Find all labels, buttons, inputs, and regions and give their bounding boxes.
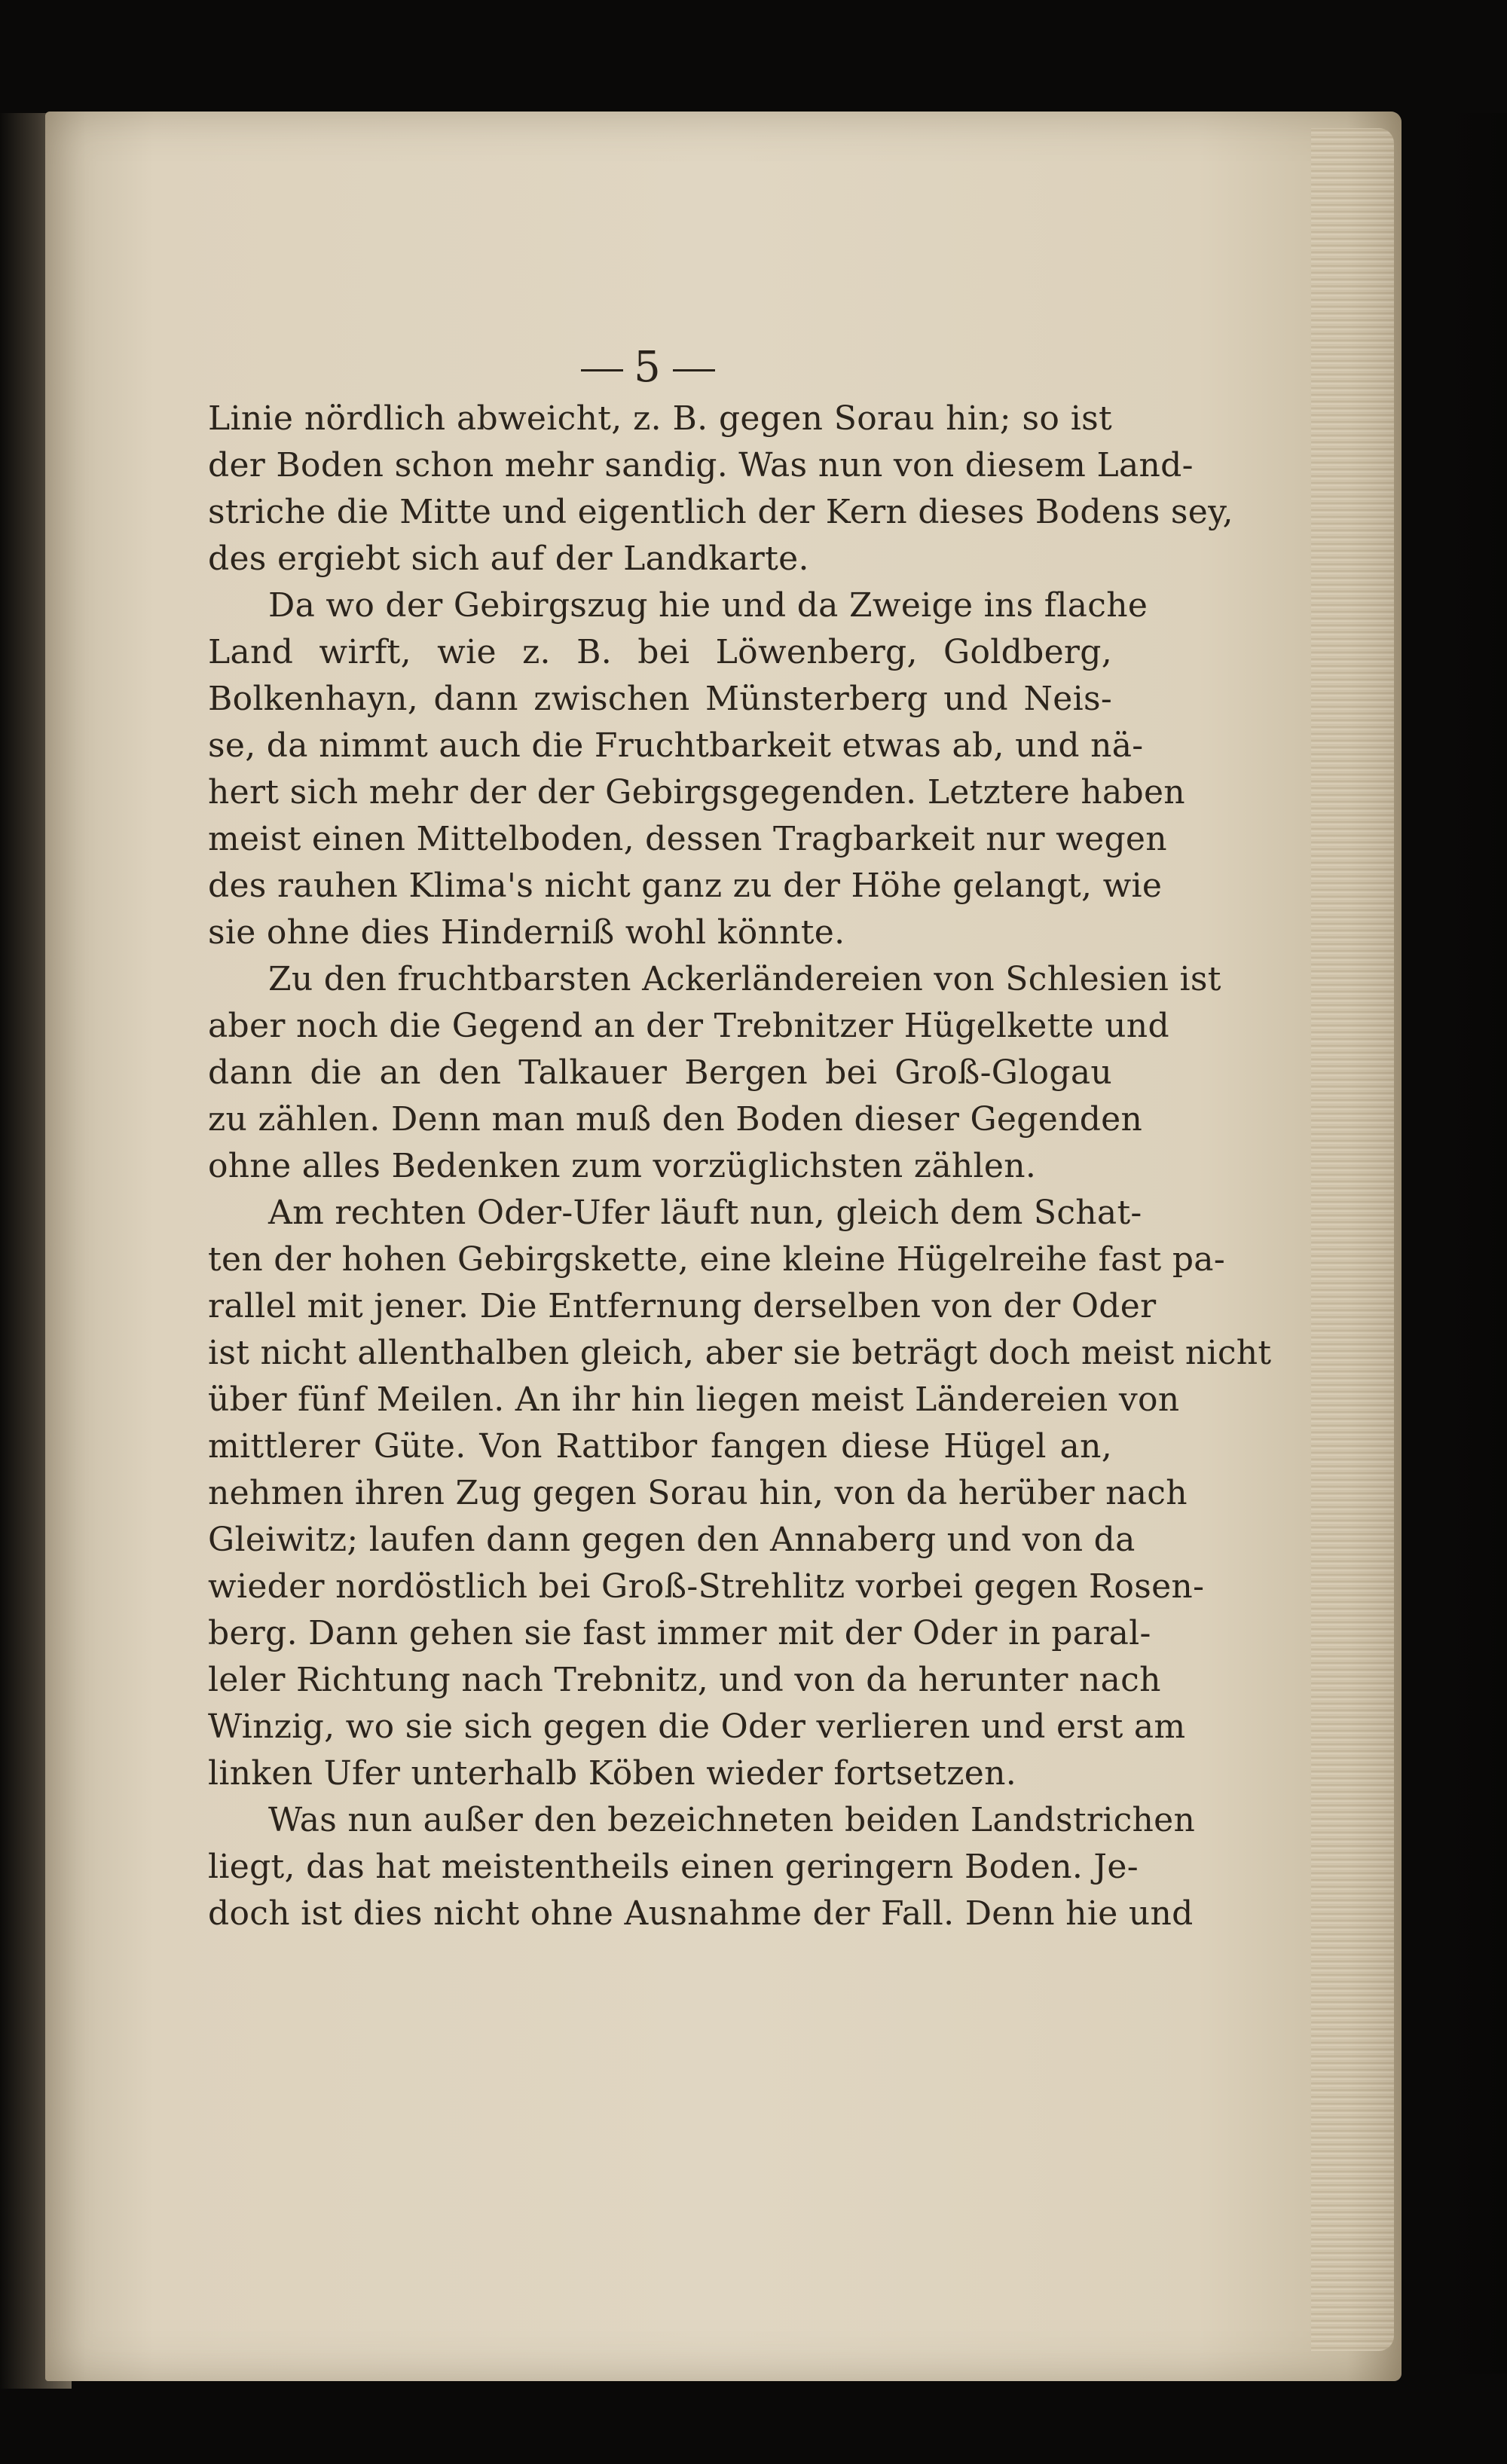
text-line: Linie nördlich abweicht, z. B. gegen Sorau hin; so ist — [208, 399, 1112, 438]
text-line: mittlerer Güte. Von Rattibor fangen diese Hügel an, — [208, 1427, 1112, 1466]
header-dash-right — [673, 369, 715, 371]
text-line: sie ohne dies Hinderniß wohl könnte. — [208, 913, 845, 952]
text-line: des ergiebt sich auf der Landkarte. — [208, 540, 809, 578]
text-line: zu zählen. Denn man muß den Boden dieser Gegenden — [208, 1100, 1143, 1139]
text-line: Was nun außer den bezeichneten beiden Landstrichen — [268, 1801, 1196, 1839]
text-line: leler Richtung nach Trebnitz, und von da herunter nach — [208, 1661, 1161, 1699]
text-line: linken Ufer unterhalb Köben wieder fortsetzen. — [208, 1754, 1017, 1793]
text-line: doch ist dies nicht ohne Ausnahme der Fall. Denn hie und — [208, 1894, 1194, 1933]
text-line: meist einen Mittelboden, dessen Tragbarkeit nur wegen — [208, 820, 1167, 858]
body-text — [208, 396, 1272, 1937]
page-number-header — [558, 343, 738, 392]
text-line: liegt, das hat meistentheils einen geringern Boden. Je- — [208, 1848, 1139, 1886]
text-line: Gleiwitz; laufen dann gegen den Annaberg und von da — [208, 1521, 1136, 1559]
text-line: striche die Mitte und eigentlich der Kern dieses Bodens sey, — [208, 493, 1233, 531]
text-line: über fünf Meilen. An ihr hin liegen meist Ländereien von — [208, 1380, 1180, 1419]
text-line: der Boden schon mehr sandig. Was nun von diesem Land- — [208, 446, 1194, 485]
text-line: hert sich mehr der der Gebirgsgegenden. Letztere haben — [208, 773, 1185, 812]
text-line: wieder nordöstlich bei Groß-Strehlitz vorbei gegen Rosen- — [208, 1567, 1205, 1606]
text-line: Bolkenhayn, dann zwischen Münsterberg und Neis- — [208, 680, 1112, 718]
text-line: berg. Dann gehen sie fast immer mit der Oder in paral- — [208, 1614, 1151, 1652]
text-line: Land wirft, wie z. B. bei Löwenberg, Goldberg, — [208, 633, 1112, 671]
text-line: des rauhen Klima's nicht ganz zu der Höhe gelangt, wie — [208, 867, 1163, 905]
text-line: se, da nimmt auch die Fruchtbarkeit etwas ab, und nä- — [208, 726, 1144, 765]
text-line: ten der hohen Gebirgskette, eine kleine Hügelreihe fast pa- — [208, 1240, 1225, 1279]
text-line: dann die an den Talkauer Bergen bei Groß-Glogau — [208, 1053, 1112, 1092]
page-number: 5 — [634, 343, 662, 392]
page-shadow — [1447, 113, 1507, 2374]
page-edges — [1311, 128, 1394, 2351]
text-line: ist nicht allenthalben gleich, aber sie beträgt doch meist nicht — [208, 1334, 1272, 1372]
text-line: ohne alles Bedenken zum vorzüglichsten zählen. — [208, 1147, 1037, 1185]
text-line: rallel mit jener. Die Entfernung derselben von der Oder — [208, 1287, 1157, 1325]
text-line: Winzig, wo sie sich gegen die Oder verlieren und erst am — [208, 1707, 1186, 1746]
text-line: aber noch die Gegend an der Trebnitzer Hügelkette und — [208, 1007, 1169, 1045]
text-line: Zu den fruchtbarsten Ackerländereien von Schlesien ist — [268, 960, 1221, 998]
text-line: Am rechten Oder-Ufer läuft nun, gleich dem Schat- — [268, 1194, 1142, 1232]
text-line: nehmen ihren Zug gegen Sorau hin, von da herüber nach — [208, 1474, 1188, 1512]
text-line: Da wo der Gebirgszug hie und da Zweige ins flache — [268, 586, 1148, 625]
header-dash-left — [581, 369, 623, 371]
